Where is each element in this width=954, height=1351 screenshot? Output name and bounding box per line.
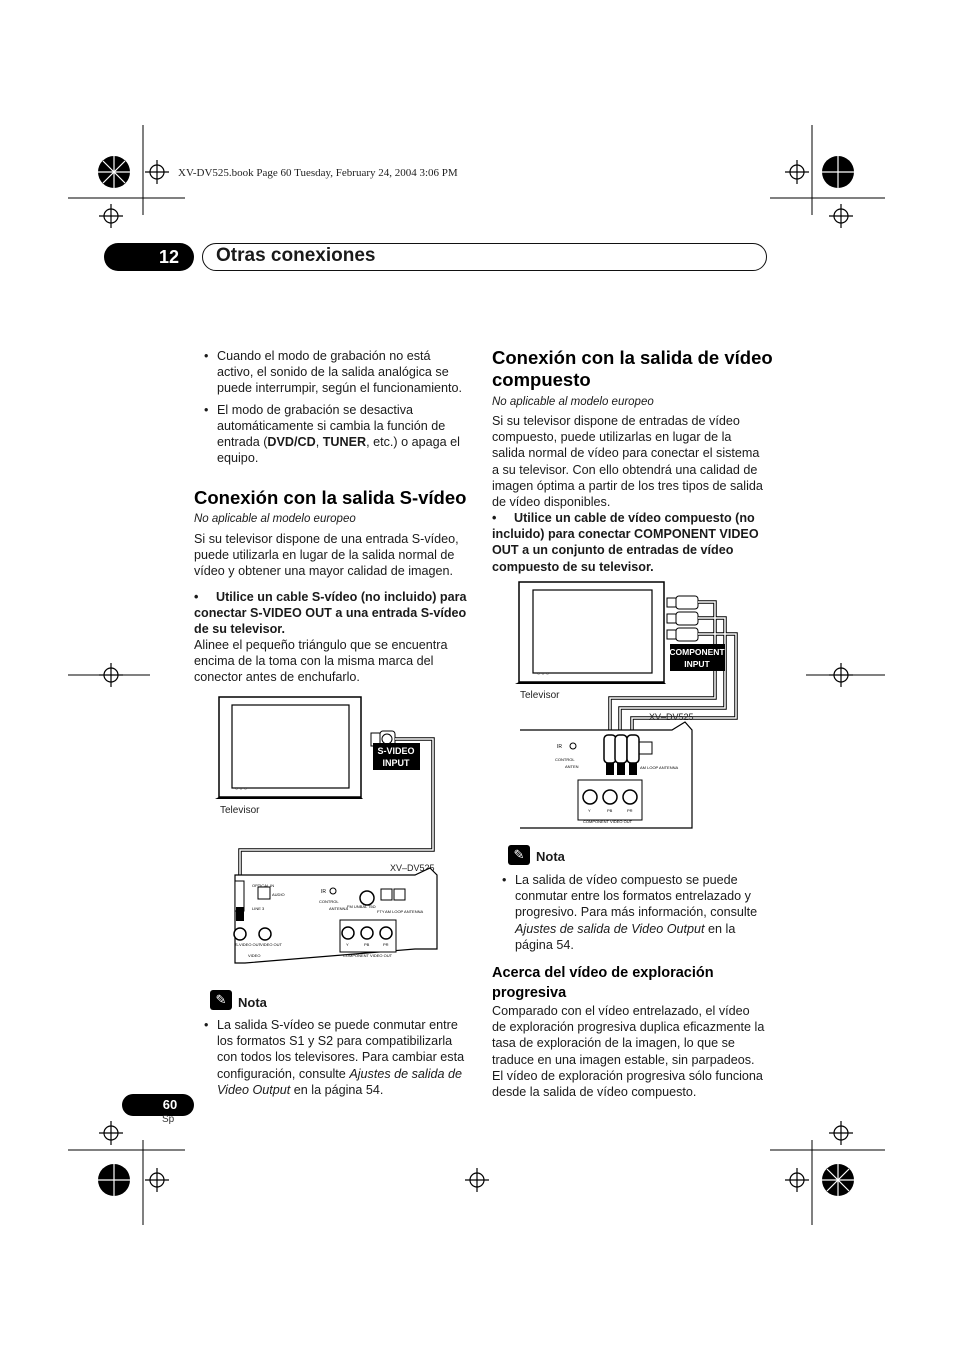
svideo-body: Si su televisor dispone de una entrada S-vídeo, puede utilizarla en lugar de la salida normal de vídeo y obtener una mayor calidad de imagen. xyxy=(194,532,459,579)
svg-text:PR: PR xyxy=(383,942,389,947)
svideo-input-label-2: INPUT xyxy=(382,758,410,768)
nota-heading: Nota xyxy=(238,995,267,1010)
svg-text:CONTROL: CONTROL xyxy=(319,899,339,904)
chapter-title: Otras conexiones xyxy=(216,245,376,266)
component-input-label-1: COMPONENT xyxy=(669,647,725,657)
svideo-align-text: Alinee el pequeño triángulo que se encuentra encima de la toma con la misma marca del conector antes de enchufarlo. xyxy=(194,638,448,685)
tv-label: Televisor xyxy=(220,805,260,816)
progressive-heading: Acerca del vídeo de exploración progresiva xyxy=(492,965,714,1001)
list-item: • La salida de vídeo compuesto se puede conmutar entre los formatos entrelazado y progresivo. Para más información, consulte Ajustes de salida de Video Output en la página 54. xyxy=(492,872,767,953)
svideo-input-label-1: S-VIDEO xyxy=(377,746,415,756)
svg-text:AM LOOP ANTENNA: AM LOOP ANTENNA xyxy=(385,909,424,914)
tv-label: Televisor xyxy=(520,690,560,701)
list-item: • La salida S-vídeo se puede conmutar entre los formatos S1 y S2 para compatibilizarla con todos los televisores. Para cambiar esta configuración, consulte Ajustes de salida de Video Output en la página 54. xyxy=(194,1017,470,1098)
svg-text:VIDEO: VIDEO xyxy=(248,953,261,958)
nota-icon: ✎ xyxy=(508,845,532,865)
left-column xyxy=(194,348,470,471)
svideo-instruction: • Utilice un cable S-vídeo (no incluido) para conectar S-VIDEO OUT a una entrada S-vídeo de su televisor. xyxy=(194,590,467,637)
svg-text:PB: PB xyxy=(607,808,613,813)
list-item: • Cuando el modo de grabación no está activo, el sonido de la salida analógica se puede interrumpir, según el funcionamiento. xyxy=(194,348,470,397)
svg-text:IR: IR xyxy=(321,889,326,895)
svg-text:IR: IR xyxy=(557,744,562,750)
svg-text:Y: Y xyxy=(588,808,591,813)
svg-text:OPTICAL IN: OPTICAL IN xyxy=(252,883,275,888)
svg-text:VIDEO OUT: VIDEO OUT xyxy=(260,942,283,947)
svg-text:FTY: FTY xyxy=(377,909,385,914)
svg-text:AM LOOP ANTENNA: AM LOOP ANTENNA xyxy=(640,765,679,770)
svg-text:COMPONENT VIDEO OUT: COMPONENT VIDEO OUT xyxy=(583,819,633,824)
svg-text:S-VIDEO OUT: S-VIDEO OUT xyxy=(235,942,262,947)
component-input-label-2: INPUT xyxy=(684,659,710,669)
nota-heading: Nota xyxy=(536,849,565,864)
device-label: XV–DV525 xyxy=(649,712,694,722)
page-number-badge: 60 xyxy=(122,1094,194,1116)
svideo-connection-diagram xyxy=(215,695,460,970)
print-header: XV-DV525.book Page 60 Tuesday, February 24, 2004 3:06 PM xyxy=(178,167,458,179)
list-item: • El modo de grabación se desactiva automáticamente si cambia la función de entrada (DVD/CD, TUNER, etc.) o apaga el equipo. xyxy=(194,402,470,467)
device-label: XV–DV525 xyxy=(390,863,435,873)
recording-bullets xyxy=(194,348,470,466)
svg-text:○ ○ ○: ○ ○ ○ xyxy=(235,786,247,792)
svg-text:FM UNBAL 75Ω: FM UNBAL 75Ω xyxy=(347,904,376,909)
composite-connection-diagram xyxy=(515,580,745,835)
svg-text:Y: Y xyxy=(346,942,349,947)
progressive-body: Comparado con el vídeo entrelazado, el vídeo de exploración progresiva duplica eficazmente la tasa de exploración de la imagen, lo que se traduce en una imagen estable, sin parpadeos. El vídeo de exploración progresiva sólo funciona desde la salida de vídeo compuesto. xyxy=(492,1004,765,1100)
svg-text:○ ○ ○: ○ ○ ○ xyxy=(537,671,549,677)
composite-applicability-note: No aplicable al modelo europeo xyxy=(492,396,654,408)
svideo-heading: Conexión con la salida S-vídeo xyxy=(194,487,467,508)
composite-heading: Conexión con la salida de vídeo compuesto xyxy=(492,347,773,390)
composite-instruction: • Utilice un cable de vídeo compuesto (no incluido) para conectar COMPONENT VIDEO OUT a un conjunto de entradas de vídeo compuesto de su televisor. xyxy=(492,511,759,574)
svideo-nota xyxy=(194,1017,470,1103)
svg-text:CONTROL: CONTROL xyxy=(555,757,575,762)
svideo-applicability-note: No aplicable al modelo europeo xyxy=(194,513,356,525)
svg-text:PR: PR xyxy=(627,808,633,813)
svg-text:PB: PB xyxy=(364,942,370,947)
svg-text:ANTENNA: ANTENNA xyxy=(329,906,349,911)
chapter-number-badge: 12 xyxy=(104,243,194,271)
svg-text:COMPONENT VIDEO OUT: COMPONENT VIDEO OUT xyxy=(343,953,393,958)
svg-text:LINE 3: LINE 3 xyxy=(252,906,265,911)
page-language: Sp xyxy=(162,1114,175,1125)
svg-text:AUDIO: AUDIO xyxy=(272,892,285,897)
composite-body: Si su televisor dispone de entradas de vídeo compuesto, puede utilizarlas en lugar de la salida normal de vídeo para conectar el sistema a su televisor. Con ello obtendrá una calidad de imagen óptima a partir de los tres tipos de salida de vídeo disponibles. xyxy=(492,414,763,510)
tv-screen xyxy=(232,705,349,788)
composite-nota xyxy=(492,872,767,958)
nota-icon: ✎ xyxy=(210,990,234,1010)
svg-text:ANTEN: ANTEN xyxy=(565,764,579,769)
